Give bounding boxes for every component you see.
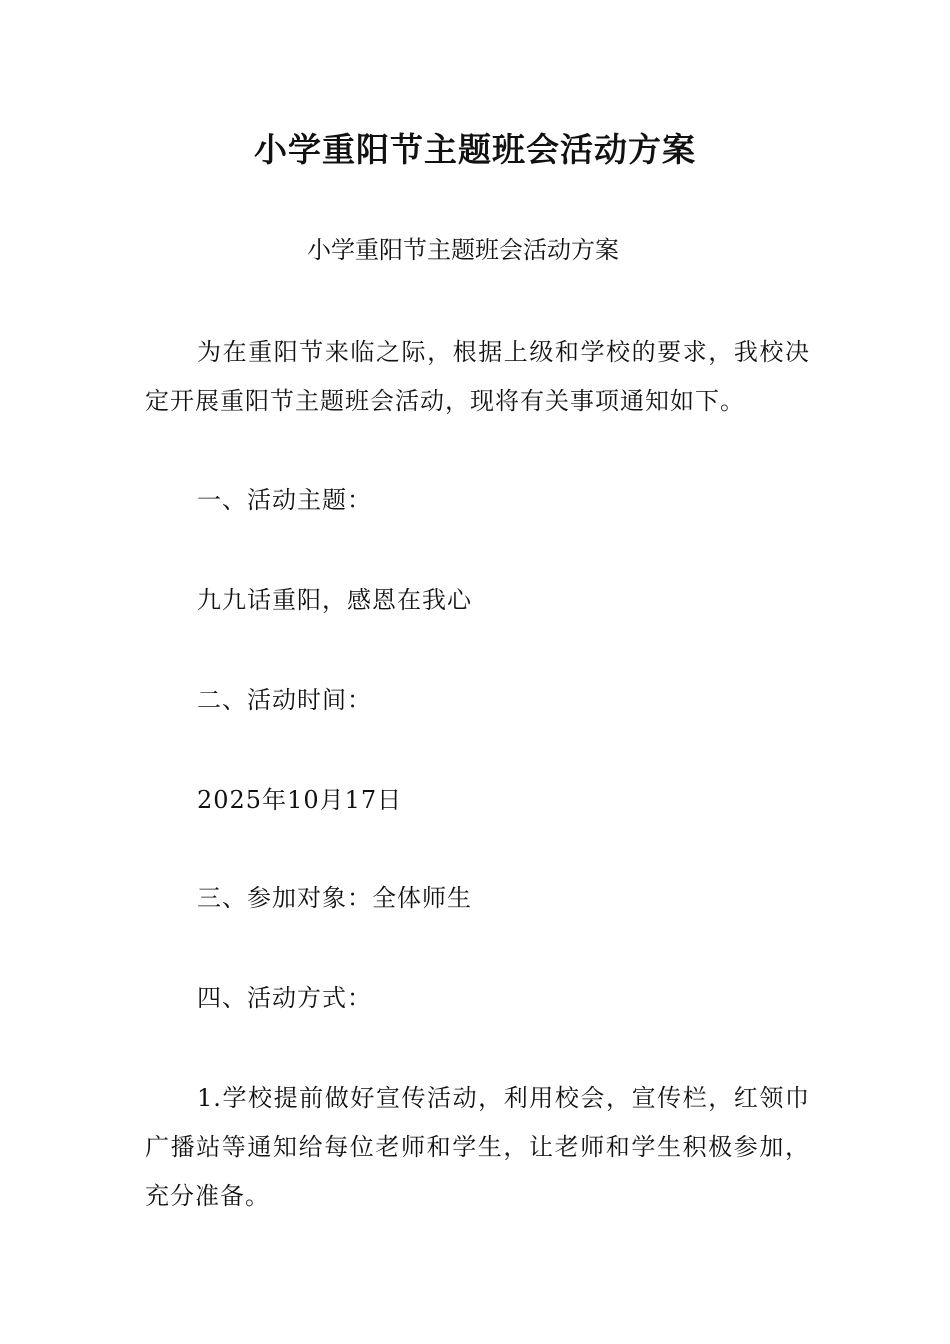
date-paragraph: 2025年10月17日 (197, 786, 403, 814)
section-heading-time: 二、活动时间： (197, 686, 372, 714)
method-item-1: 1.学校提前做好宣传活动，利用校会，宣传栏，红领巾广播站等通知给每位老师和学生，让老师和学生积极参加，充分准备。 (145, 1084, 810, 1210)
section-heading-method: 四、活动方式： (197, 984, 372, 1012)
section-heading-theme: 一、活动主题： (197, 486, 372, 514)
section-heading-participants: 三、参加对象：全体师生 (197, 884, 472, 912)
document-title: 小学重阳节主题班会活动方案 (254, 130, 696, 169)
document-subtitle: 小学重阳节主题班会活动方案 (307, 236, 619, 264)
theme-paragraph: 九九话重阳，感恩在我心 (197, 586, 472, 614)
intro-paragraph: 为在重阳节来临之际，根据上级和学校的要求，我校决定开展重阳节主题班会活动，现将有关事项通知如下。 (145, 338, 810, 415)
